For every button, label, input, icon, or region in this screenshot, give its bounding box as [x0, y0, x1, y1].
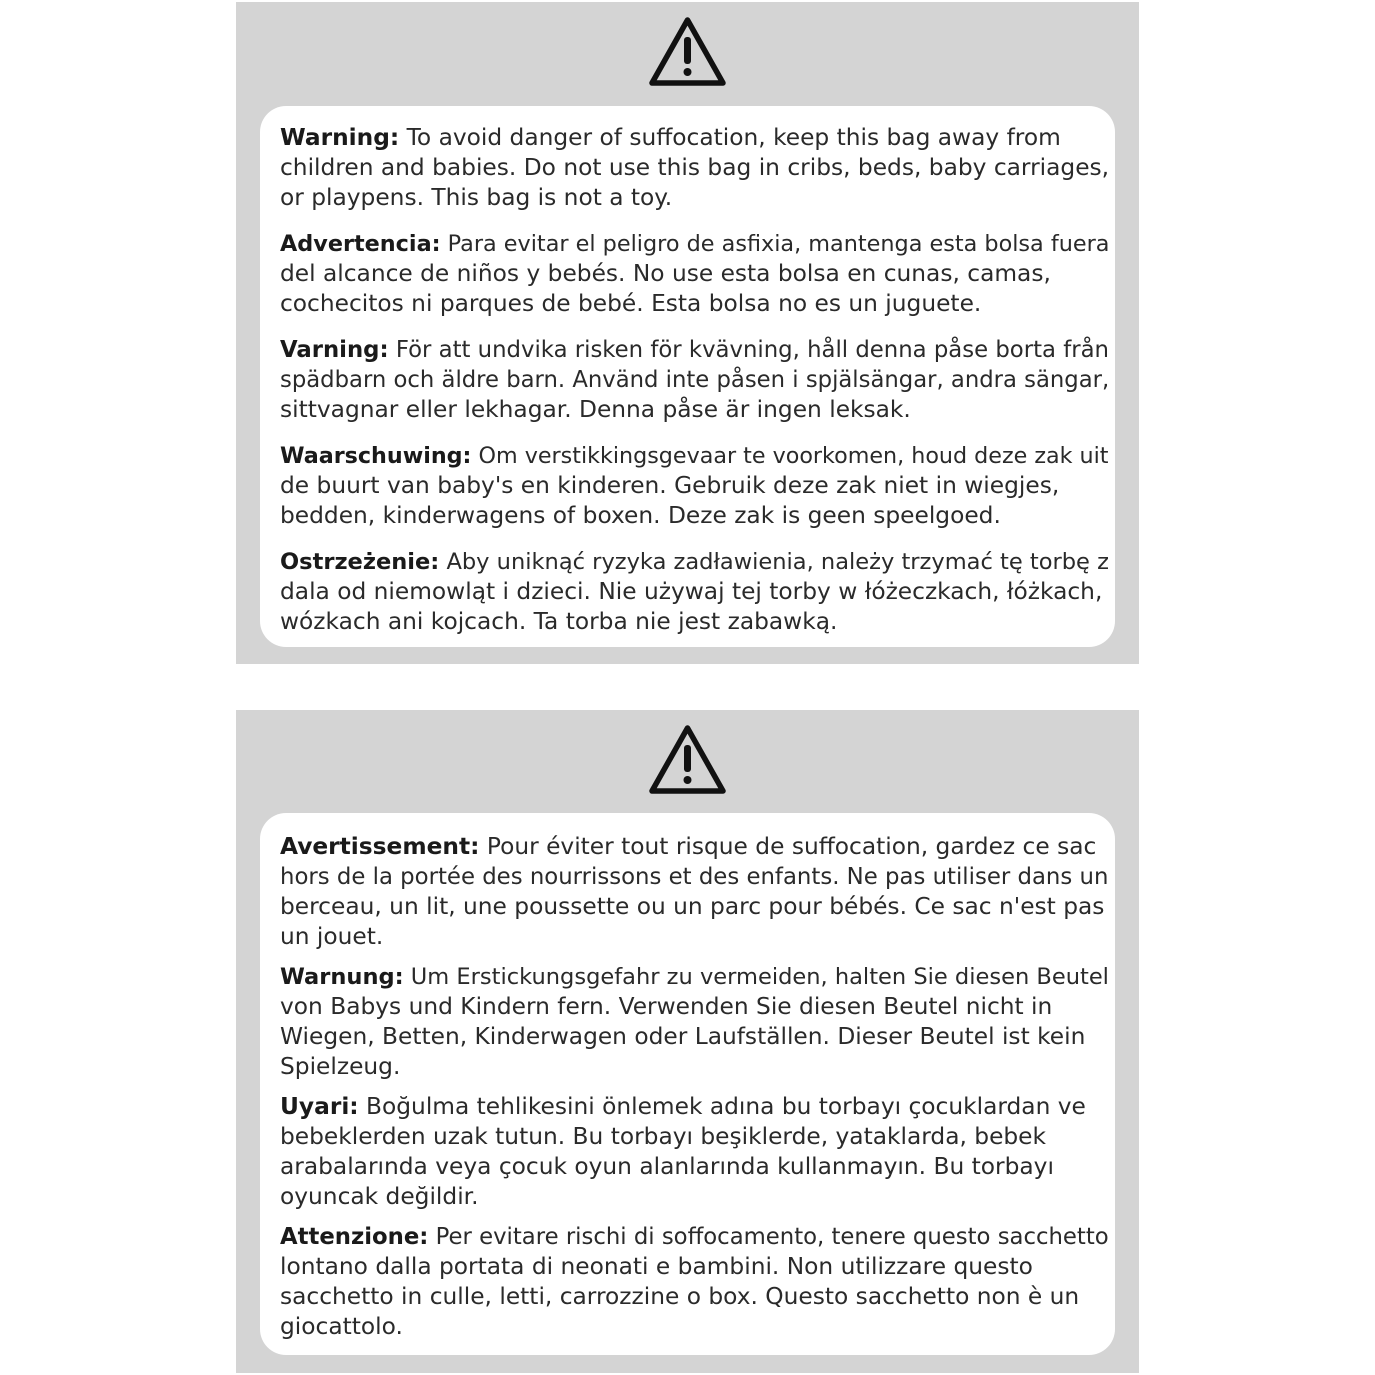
entry-text: sittvagnar eller lekhagar. Denna påse är ingen leksak. — [280, 396, 911, 423]
entry-text: wózkach ani kojcach. Ta torba nie jest zabawką. — [280, 608, 838, 635]
entry-text: lontano dalla portata di neonati e bambini. Non utilizzare questo — [280, 1253, 1033, 1280]
warning-entry-tr — [280, 1092, 1115, 1212]
entry-line — [280, 547, 1115, 577]
entry-text: arabalarında veya çocuk oyun alanlarında kullanmayın. Bu torbayı — [280, 1153, 1054, 1180]
entry-text: sacchetto in culle, letti, carrozzine o box. Questo sacchetto non è un — [280, 1283, 1080, 1310]
warning-entry-en — [280, 123, 1115, 213]
entry-text: Spielzeug. — [280, 1053, 401, 1080]
entry-text: bebeklerden uzak tutun. Bu torbayı beşiklerde, yataklarda, bebek — [280, 1123, 1047, 1150]
entry-text: To avoid danger of suffocation, keep this bag away from — [399, 124, 1061, 151]
entry-label: Advertencia: — [280, 231, 441, 257]
entry-line — [280, 441, 1115, 471]
entry-line — [280, 962, 1115, 992]
entry-text: hors de la portée des nourrissons et des enfants. Ne pas utiliser dans un — [280, 864, 1109, 890]
entry-line — [280, 229, 1115, 259]
entry-text: or playpens. This bag is not a toy. — [280, 184, 673, 211]
entry-line — [280, 1092, 1115, 1122]
entry-text: Aby uniknąć ryzyka zadławienia, należy trzymać tę torbę z — [439, 549, 1109, 575]
entry-text: oyuncak değildir. — [280, 1183, 479, 1210]
warning-entry-sv — [280, 335, 1115, 425]
warning-entry-de — [280, 962, 1115, 1082]
warning-entry-es — [280, 229, 1115, 319]
entry-text: berceau, un lit, une poussette ou un parc pour bébés. Ce sac n'est pas — [280, 893, 1105, 920]
entry-line — [280, 832, 1115, 862]
entry-text: Wiegen, Betten, Kinderwagen oder Laufställen. Dieser Beutel ist kein — [280, 1023, 1086, 1050]
warning-triangle-icon — [647, 723, 728, 797]
entry-label: Uyari: — [280, 1093, 359, 1120]
entry-text: Boğulma tehlikesini önlemek adına bu torbayı çocuklardan ve — [358, 1093, 1086, 1120]
warning-triangle-icon — [647, 15, 728, 89]
entry-label: Warning: — [280, 124, 400, 151]
entry-text: För att undvika risken för kvävning, håll denna påse borta från — [388, 337, 1109, 363]
warning-card-2 — [260, 813, 1115, 1355]
entry-text: Para evitar el peligro de asfixia, mantenga esta bolsa fuera — [440, 231, 1110, 257]
warning-panel-2 — [236, 710, 1139, 1373]
entry-text: Per evitare rischi di soffocamento, tenere questo sacchetto — [428, 1224, 1109, 1250]
warning-panel-1 — [236, 2, 1139, 664]
entry-text: bedden, kinderwagens of boxen. Deze zak is geen speelgoed. — [280, 502, 1001, 529]
entry-label: Ostrzeżenie: — [280, 549, 440, 575]
entry-label: Waarschuwing: — [280, 443, 472, 469]
entry-label: Attenzione: — [280, 1224, 429, 1250]
warning-entry-nl — [280, 441, 1115, 531]
warning-entry-fr — [280, 832, 1115, 952]
entry-text: Pour éviter tout risque de suffocation, gardez ce sac — [479, 833, 1097, 860]
entry-label: Avertissement: — [280, 833, 480, 860]
entry-text: spädbarn och äldre barn. Använd inte påsen i spjälsängar, andra sängar, — [280, 367, 1110, 393]
entry-label: Varning: — [280, 337, 389, 363]
entry-text: giocattolo. — [280, 1313, 403, 1340]
entry-text: cochecitos ni parques de bebé. Esta bolsa no es un juguete. — [280, 290, 982, 317]
warning-entry-it — [280, 1222, 1115, 1342]
entry-line — [280, 1222, 1115, 1252]
entry-text: Om verstikkingsgevaar te voorkomen, houd deze zak uit — [471, 443, 1109, 469]
entry-text: del alcance de niños y bebés. No use esta bolsa en cunas, camas, — [280, 260, 1051, 287]
entry-text: dala od niemowląt i dzieci. Nie używaj tej torby w łóżeczkach, łóżkach, — [280, 578, 1103, 605]
warning-entry-pl — [280, 547, 1115, 637]
entry-text: children and babies. Do not use this bag in cribs, beds, baby carriages, — [280, 154, 1110, 181]
entry-text: de buurt van baby's en kinderen. Gebruik deze zak niet in wiegjes, — [280, 472, 1060, 499]
entry-text: un jouet. — [280, 923, 384, 950]
entry-text: von Babys und Kindern fern. Verwenden Sie diesen Beutel nicht in — [280, 993, 1053, 1020]
entry-label: Warnung: — [280, 964, 404, 990]
entry-line — [280, 123, 1115, 153]
entry-line — [280, 335, 1115, 365]
warning-card-1 — [260, 106, 1115, 647]
entry-text: Um Erstickungsgefahr zu vermeiden, halten Sie diesen Beutel — [403, 964, 1109, 990]
